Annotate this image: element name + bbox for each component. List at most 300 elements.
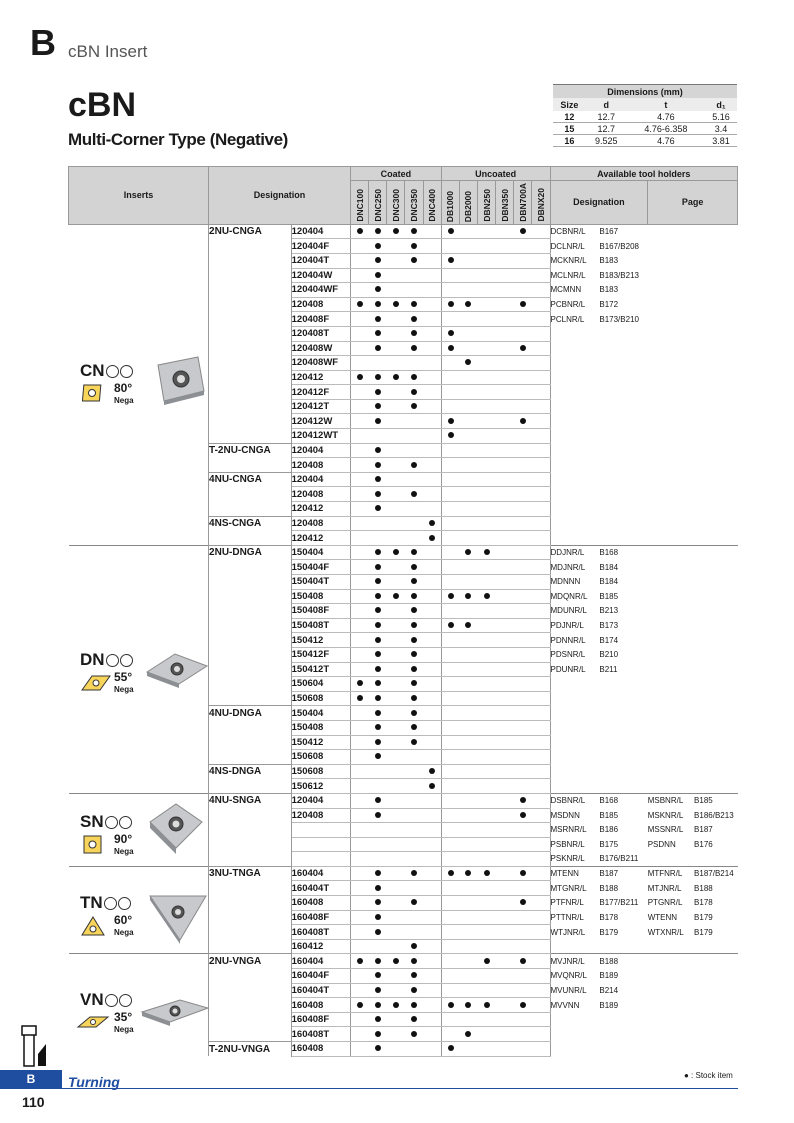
code-cell: 120408T xyxy=(291,326,350,341)
stock-dot-icon xyxy=(375,272,381,278)
grade-cell xyxy=(387,268,405,283)
grade-cell xyxy=(532,647,550,662)
grade-cell xyxy=(441,852,459,867)
grade-cell xyxy=(423,706,441,721)
holder-page-cell xyxy=(648,998,694,1013)
holder-page-cell xyxy=(648,677,694,692)
holder-designation-cell xyxy=(550,356,599,371)
circle-icon xyxy=(106,654,119,667)
grade-cell xyxy=(478,837,496,852)
grade-cell xyxy=(478,516,496,531)
page-title: cBN xyxy=(68,86,137,124)
holder-page-cell: B186/B213 xyxy=(694,810,734,820)
grade-cell xyxy=(369,779,387,794)
stock-dot-icon xyxy=(411,724,417,730)
grade-cell xyxy=(496,837,514,852)
grade-cell xyxy=(351,341,369,356)
holder-page-cell: MTFNR/L xyxy=(648,866,694,881)
grade-cell xyxy=(351,633,369,648)
holder-page-cell xyxy=(648,414,694,429)
holder-designation-cell: MDJNR/L xyxy=(550,562,586,572)
grade-cell xyxy=(423,662,441,677)
grade-cell xyxy=(496,429,514,444)
grade-cell xyxy=(532,998,550,1013)
grade-cell xyxy=(351,677,369,692)
grade-cell xyxy=(423,764,441,779)
stock-dot-icon xyxy=(375,812,381,818)
grade-cell xyxy=(369,735,387,750)
grade-cell xyxy=(478,662,496,677)
grade-cell xyxy=(351,866,369,881)
grade-cell xyxy=(478,414,496,429)
grade-cell xyxy=(423,1027,441,1042)
grade-cell xyxy=(441,969,459,984)
grade-cell xyxy=(532,852,550,867)
code-cell: 150412 xyxy=(291,633,350,648)
grade-cell xyxy=(405,414,423,429)
designation-cell xyxy=(209,297,292,312)
grade-cell xyxy=(459,341,477,356)
grade-cell xyxy=(459,662,477,677)
grade-cell xyxy=(351,954,369,969)
grade-cell xyxy=(423,896,441,911)
grade-cell xyxy=(369,224,387,239)
grade-cell xyxy=(441,764,459,779)
grade-cell xyxy=(387,472,405,487)
holder-page-cell xyxy=(694,633,737,648)
grade-label: DNC100 xyxy=(354,189,365,222)
grade-cell xyxy=(532,385,550,400)
grade-cell xyxy=(423,516,441,531)
holder-designation-cell xyxy=(599,487,647,502)
grade-cell xyxy=(514,224,532,239)
holder-page-cell xyxy=(648,954,694,969)
stock-dot-icon xyxy=(375,330,381,336)
grade-cell xyxy=(387,516,405,531)
grade-cell xyxy=(514,808,532,823)
grade-cell xyxy=(532,793,550,808)
grade-cell xyxy=(478,866,496,881)
grade-cell xyxy=(514,969,532,984)
grade-cell xyxy=(459,589,477,604)
grade-cell xyxy=(514,779,532,794)
stock-dot-icon xyxy=(411,899,417,905)
designation-cell xyxy=(209,720,292,735)
designation-cell xyxy=(209,691,292,706)
holder-designation-cell: B187 xyxy=(599,866,647,881)
grade-cell xyxy=(405,1027,423,1042)
code-cell: 150404F xyxy=(291,560,350,575)
grade-cell xyxy=(532,370,550,385)
holder-designation-cell: B177/B211 xyxy=(599,898,639,908)
stock-dot-icon xyxy=(429,768,435,774)
grade-cell xyxy=(405,224,423,239)
grade-cell xyxy=(369,866,387,881)
grade-cell xyxy=(441,414,459,429)
holder-designation-cell xyxy=(599,735,647,750)
code-cell: 160408F xyxy=(291,1012,350,1027)
grade-cell xyxy=(496,677,514,692)
dim-cell: 3.81 xyxy=(705,135,737,147)
holder-designation-cell: PTTNR/L xyxy=(550,912,584,922)
stock-dot-icon xyxy=(357,680,363,686)
grade-cell xyxy=(423,881,441,896)
grade-cell xyxy=(387,779,405,794)
grade-cell xyxy=(496,779,514,794)
grade-cell xyxy=(369,983,387,998)
grade-cell xyxy=(496,881,514,896)
code-cell: 120404 xyxy=(291,793,350,808)
holder-page-cell xyxy=(694,312,737,327)
code-cell: 150408 xyxy=(291,720,350,735)
stock-legend: ● : Stock item xyxy=(684,1071,733,1080)
holder-page-cell xyxy=(648,1027,694,1042)
holder-page-cell xyxy=(648,647,694,662)
grade-cell xyxy=(387,866,405,881)
turning-tool-icon xyxy=(20,1024,50,1068)
insert-name: SN xyxy=(80,812,104,831)
grade-cell xyxy=(514,954,532,969)
grade-header xyxy=(405,181,423,225)
section-name: Turning xyxy=(68,1074,120,1090)
holder-page-cell xyxy=(694,735,737,750)
grade-cell xyxy=(496,823,514,838)
grade-cell xyxy=(369,750,387,765)
grade-cell xyxy=(387,808,405,823)
grade-cell xyxy=(496,706,514,721)
grade-cell xyxy=(387,939,405,954)
grade-header xyxy=(459,181,477,225)
code-cell: 160404 xyxy=(291,954,350,969)
rhombus-80-icon xyxy=(82,383,104,403)
code-cell: 160412 xyxy=(291,939,350,954)
code-cell: 120408 xyxy=(291,297,350,312)
grade-cell xyxy=(369,370,387,385)
col-holder-designation: Designation xyxy=(550,181,648,225)
grade-cell xyxy=(423,268,441,283)
stock-dot-icon xyxy=(411,987,417,993)
insert-angle: 90° xyxy=(114,832,133,846)
grade-cell xyxy=(405,560,423,575)
grade-cell xyxy=(532,516,550,531)
holder-designation-cell xyxy=(599,443,647,458)
grade-cell xyxy=(387,735,405,750)
grade-label: DNC300 xyxy=(390,189,401,222)
grade-cell xyxy=(369,560,387,575)
grade-cell xyxy=(369,239,387,254)
stock-dot-icon xyxy=(411,666,417,672)
holder-page-cell xyxy=(648,720,694,735)
holder-page-cell: MSBNR/L xyxy=(648,793,694,808)
grade-cell xyxy=(369,341,387,356)
holder-page-cell xyxy=(694,458,737,473)
holder-designation-cell: MSDNN xyxy=(550,810,580,820)
designation-cell xyxy=(209,312,292,327)
grade-cell xyxy=(387,589,405,604)
designation-cell xyxy=(209,575,292,590)
grade-cell xyxy=(423,297,441,312)
grade-cell xyxy=(532,1012,550,1027)
grade-cell xyxy=(423,531,441,546)
holder-designation-cell: MTENN xyxy=(550,866,599,881)
circle-icon xyxy=(120,365,133,378)
designation-cell xyxy=(209,779,292,794)
grade-cell xyxy=(532,399,550,414)
designation-cell xyxy=(209,341,292,356)
grade-cell xyxy=(459,998,477,1013)
holder-designation-cell xyxy=(550,1027,599,1042)
designation-cell xyxy=(209,925,292,940)
grade-cell xyxy=(496,531,514,546)
grade-cell xyxy=(369,326,387,341)
insert-angle: 35° xyxy=(114,1010,133,1024)
holder-designation-cell: MDNNN xyxy=(550,577,581,587)
designation-cell xyxy=(209,896,292,911)
grade-cell xyxy=(514,385,532,400)
grade-cell xyxy=(478,954,496,969)
grade-cell xyxy=(496,545,514,560)
holder-designation-cell: MVUNR/L xyxy=(550,985,587,995)
stock-dot-icon xyxy=(448,301,454,307)
grade-cell xyxy=(514,896,532,911)
grade-cell xyxy=(351,691,369,706)
grade-cell xyxy=(459,268,477,283)
designation-cell xyxy=(209,1012,292,1027)
holder-designation-cell xyxy=(599,939,647,954)
grade-cell xyxy=(387,224,405,239)
code-cell: 160404 xyxy=(291,866,350,881)
holder-page-cell xyxy=(648,589,694,604)
grade-cell xyxy=(387,793,405,808)
stock-dot-icon xyxy=(375,622,381,628)
grade-cell xyxy=(441,575,459,590)
grade-cell xyxy=(532,969,550,984)
stock-dot-icon xyxy=(393,228,399,234)
holder-designation-cell xyxy=(550,720,599,735)
grade-cell xyxy=(387,691,405,706)
grade-cell xyxy=(514,531,532,546)
grade-cell xyxy=(459,866,477,881)
designation-cell xyxy=(209,414,292,429)
holder-page-cell: PSDNN xyxy=(647,839,676,849)
grade-cell xyxy=(532,954,550,969)
section-tag: B xyxy=(0,1070,62,1088)
grade-cell xyxy=(351,443,369,458)
col-coated: Coated xyxy=(351,167,442,181)
stock-dot-icon xyxy=(520,899,526,905)
page-number: 110 xyxy=(22,1094,45,1110)
designation-cell: 3NU-TNGA xyxy=(209,866,292,881)
holder-designation-cell xyxy=(550,487,599,502)
holder-page-cell xyxy=(694,545,737,560)
code-cell: 120404 xyxy=(291,224,350,239)
grade-cell xyxy=(351,545,369,560)
grade-cell xyxy=(441,399,459,414)
grade-cell xyxy=(405,618,423,633)
stock-dot-icon xyxy=(411,870,417,876)
grade-cell xyxy=(369,297,387,312)
grade-cell xyxy=(369,575,387,590)
holder-designation-cell xyxy=(550,385,599,400)
holder-page-cell xyxy=(694,429,737,444)
grade-cell xyxy=(514,283,532,298)
stock-dot-icon xyxy=(375,637,381,643)
grade-cell xyxy=(387,253,405,268)
grade-cell xyxy=(496,866,514,881)
grade-cell xyxy=(514,545,532,560)
holder-designation-cell xyxy=(599,706,647,721)
grade-cell xyxy=(478,896,496,911)
grade-cell xyxy=(423,793,441,808)
code-cell: 150408 xyxy=(291,589,350,604)
grade-cell xyxy=(459,1042,477,1057)
holder-designation-cell: PCBNR/L xyxy=(550,300,586,310)
designation-cell: T-2NU-VNGA xyxy=(209,1042,292,1057)
grade-cell xyxy=(387,910,405,925)
designation-cell: 2NU-CNGA xyxy=(209,224,292,239)
code-cell: 120404 xyxy=(291,472,350,487)
stock-dot-icon xyxy=(411,622,417,628)
grade-cell xyxy=(478,399,496,414)
grade-cell xyxy=(496,516,514,531)
grade-cell xyxy=(369,414,387,429)
grade-cell xyxy=(496,764,514,779)
holder-designation-cell: B188 xyxy=(599,954,647,969)
grade-cell xyxy=(351,1012,369,1027)
grade-cell xyxy=(405,925,423,940)
grade-cell xyxy=(532,750,550,765)
grade-cell xyxy=(423,837,441,852)
grade-cell xyxy=(351,823,369,838)
holder-page-cell xyxy=(694,662,737,677)
grade-cell xyxy=(423,750,441,765)
table-row xyxy=(69,866,738,881)
code-cell: 150408T xyxy=(291,618,350,633)
stock-dot-icon xyxy=(375,972,381,978)
grade-cell xyxy=(441,691,459,706)
holder-page-cell xyxy=(648,633,694,648)
grade-cell xyxy=(351,385,369,400)
holder-page-cell xyxy=(694,1042,737,1057)
stock-dot-icon xyxy=(375,243,381,249)
grade-cell xyxy=(351,560,369,575)
holder-designation-cell xyxy=(550,531,599,546)
grade-cell xyxy=(441,939,459,954)
grade-cell xyxy=(405,239,423,254)
grade-cell xyxy=(532,720,550,735)
stock-dot-icon xyxy=(411,739,417,745)
holder-designation-cell xyxy=(599,1027,647,1042)
grade-cell xyxy=(459,575,477,590)
holder-page-cell xyxy=(694,283,737,298)
grade-cell xyxy=(423,312,441,327)
grade-cell xyxy=(514,720,532,735)
holder-page-cell xyxy=(694,677,737,692)
grade-cell xyxy=(478,297,496,312)
holder-designation-cell: B183 xyxy=(599,285,619,295)
stock-dot-icon xyxy=(411,257,417,263)
stock-dot-icon xyxy=(393,549,399,555)
grade-cell xyxy=(441,720,459,735)
stock-dot-icon xyxy=(520,870,526,876)
holder-page-cell xyxy=(694,531,737,546)
holder-page-cell xyxy=(648,545,694,560)
holder-page-cell xyxy=(694,560,737,575)
grade-cell xyxy=(405,312,423,327)
grade-cell xyxy=(441,560,459,575)
grade-cell xyxy=(441,779,459,794)
holder-designation-cell: B173/B210 xyxy=(599,314,639,324)
grade-cell xyxy=(387,414,405,429)
grade-cell xyxy=(351,852,369,867)
dim-cell: 12.7 xyxy=(586,123,627,135)
holder-page-cell xyxy=(648,750,694,765)
insert-vn xyxy=(80,990,132,1040)
grade-cell xyxy=(532,560,550,575)
grade-cell xyxy=(369,356,387,371)
stock-dot-icon xyxy=(484,593,490,599)
grade-cell xyxy=(532,487,550,502)
stock-dot-icon xyxy=(448,228,454,234)
grade-cell xyxy=(514,268,532,283)
grade-cell xyxy=(459,472,477,487)
grade-cell xyxy=(369,793,387,808)
holder-designation-cell: B185 xyxy=(599,810,619,820)
stock-dot-icon xyxy=(411,1016,417,1022)
grade-cell xyxy=(369,589,387,604)
stock-dot-icon xyxy=(375,593,381,599)
holder-page-cell xyxy=(694,779,737,794)
grade-cell xyxy=(496,1027,514,1042)
holder-page-cell xyxy=(694,604,737,619)
holder-page-cell xyxy=(694,341,737,356)
stock-dot-icon xyxy=(375,505,381,511)
grade-cell xyxy=(369,399,387,414)
code-cell: 120412 xyxy=(291,370,350,385)
holder-designation-cell: B188 xyxy=(599,883,619,893)
grade-cell xyxy=(496,487,514,502)
grade-cell xyxy=(514,589,532,604)
grade-cell xyxy=(423,677,441,692)
grade-cell xyxy=(423,925,441,940)
grade-cell xyxy=(369,618,387,633)
code-cell: 160408T xyxy=(291,1027,350,1042)
dim-row xyxy=(553,111,737,123)
grade-cell xyxy=(387,633,405,648)
grade-cell xyxy=(405,837,423,852)
grade-cell xyxy=(387,618,405,633)
grade-cell xyxy=(514,429,532,444)
stock-dot-icon xyxy=(520,812,526,818)
stock-dot-icon xyxy=(375,403,381,409)
col-holder-page: Page xyxy=(648,181,738,225)
dim-cell: 16 xyxy=(553,135,586,147)
grade-cell xyxy=(532,983,550,998)
grade-cell xyxy=(532,326,550,341)
holder-designation-cell: DSBNR/L xyxy=(550,793,599,808)
grade-cell xyxy=(514,253,532,268)
grade-cell xyxy=(423,618,441,633)
circle-icon xyxy=(119,816,132,829)
grade-cell xyxy=(405,823,423,838)
grade-cell xyxy=(405,662,423,677)
grade-cell xyxy=(405,691,423,706)
grade-cell xyxy=(351,983,369,998)
grade-cell xyxy=(532,531,550,546)
grade-cell xyxy=(423,969,441,984)
holder-designation-cell: B167 xyxy=(599,227,619,237)
grade-cell xyxy=(478,487,496,502)
